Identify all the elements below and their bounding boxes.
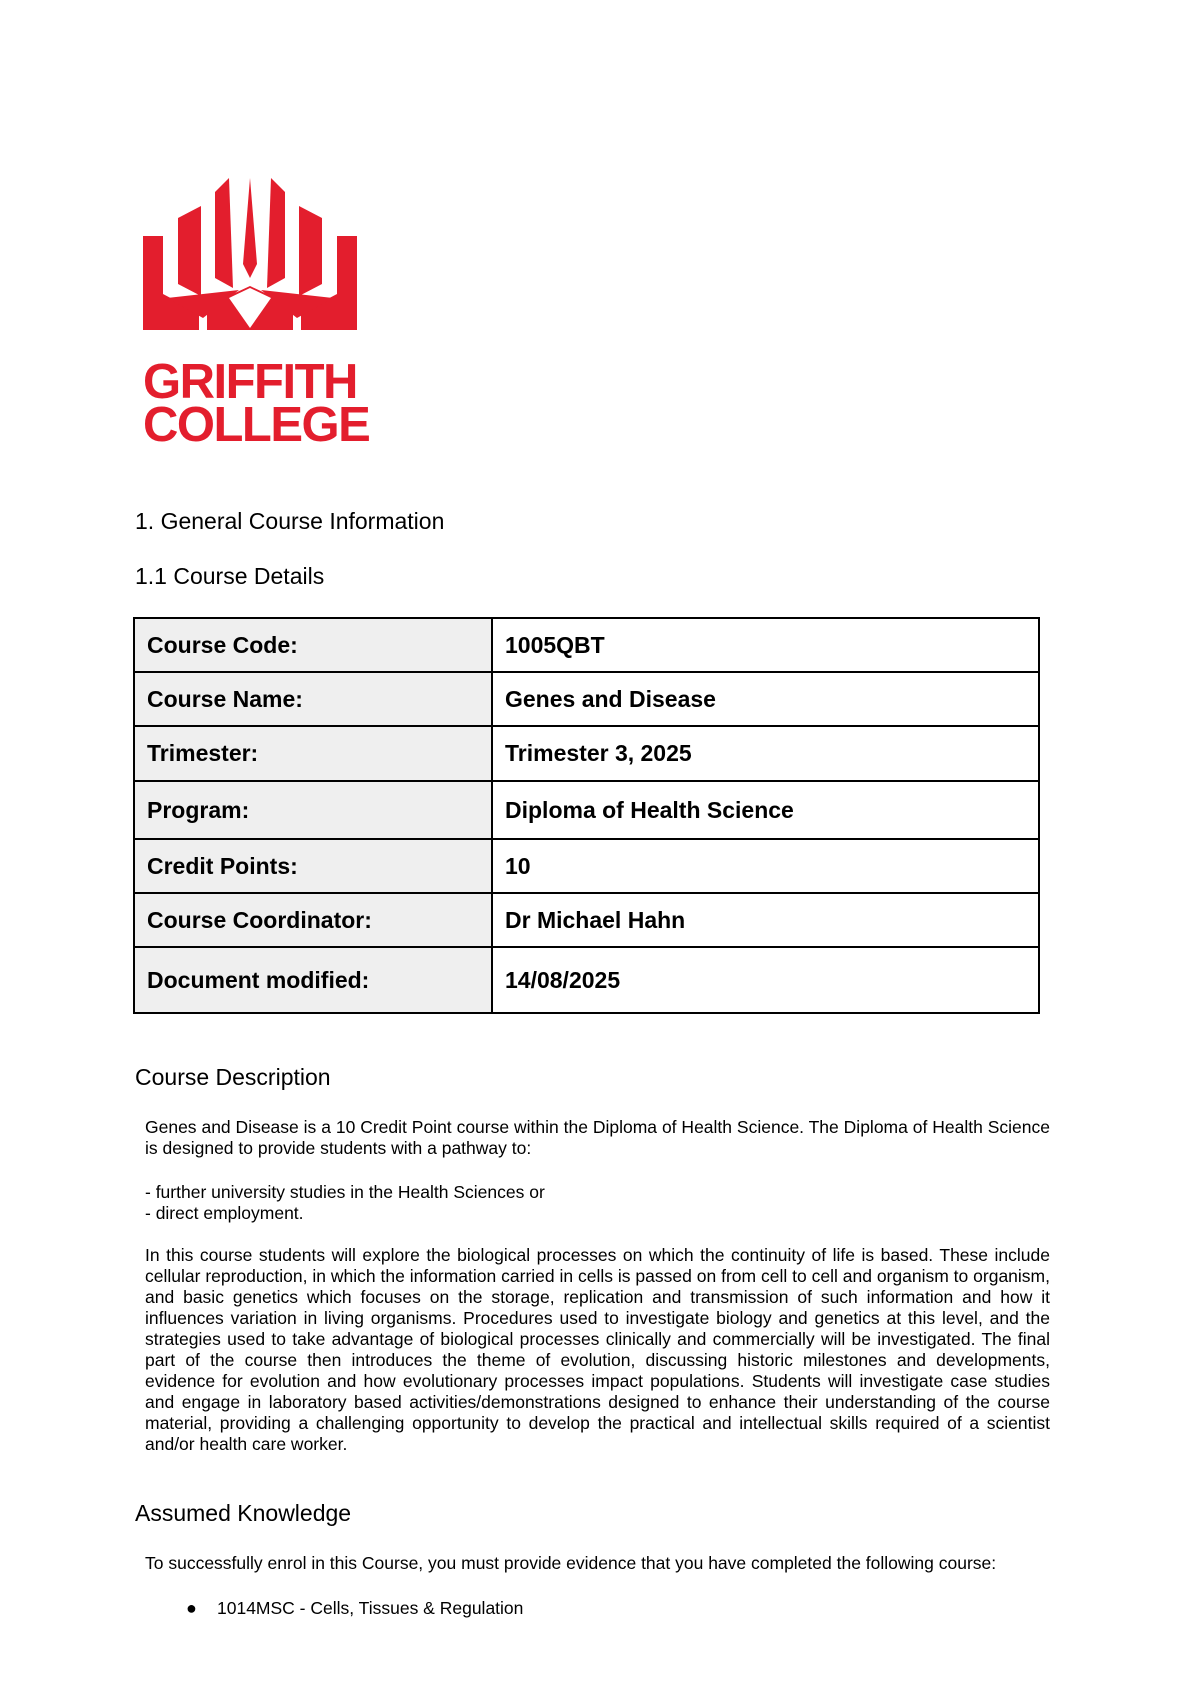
table-row [134, 839, 1039, 893]
detail-label: Course Code: [134, 618, 492, 672]
course-description-heading: Course Description [135, 1064, 331, 1090]
course-details-table [133, 617, 1040, 1014]
detail-label: Program: [134, 781, 492, 839]
detail-label: Document modified: [134, 947, 492, 1013]
table-row [134, 781, 1039, 839]
assumed-knowledge-text: To successfully enrol in this Course, you must provide evidence that you have completed the following course: [145, 1553, 997, 1573]
section-heading-details: 1.1 Course Details [135, 563, 325, 589]
prerequisite-course: 1014MSC - Cells, Tissues & Regulation [217, 1598, 524, 1618]
griffith-college-logo [143, 178, 370, 452]
assumed-knowledge-heading: Assumed Knowledge [135, 1500, 352, 1526]
detail-value: 14/08/2025 [492, 947, 1039, 1013]
detail-label: Credit Points: [134, 839, 492, 893]
detail-value: 1005QBT [492, 618, 1039, 672]
detail-value: Diploma of Health Science [492, 781, 1039, 839]
table-row [134, 893, 1039, 947]
logo-wordmark-line2: COLLEGE [143, 398, 370, 452]
logo-wordmark-line1: GRIFFITH [143, 355, 357, 409]
description-intro: Genes and Disease is a 10 Credit Point course within the Diploma of Health Science. The Diploma of Health Science is designed to provide students with a pathway to: [145, 1117, 1050, 1158]
detail-label: Trimester: [134, 726, 492, 781]
section-heading-general: 1. General Course Information [135, 508, 445, 534]
detail-value: Dr Michael Hahn [492, 893, 1039, 947]
pathway-item-1: - further university studies in the Health Sciences or [145, 1182, 545, 1202]
logo-emblem-icon [143, 178, 357, 350]
detail-label: Course Name: [134, 672, 492, 726]
description-body: In this course students will explore the biological processes on which the continuity of life is based. These include cellular reproduction, in which the information carried in cells is passed on from cell to cell and organism to organism, and basic genetics which focuses on the storage, replication and transmission of such information and how it influences variation in living organisms. Procedures used to investigate biology and genetics at this level, and the strategies used to take advantage of biological processes clinically and commercially will be investigated. The final part of the course then introduces the theme of evolution, discussing historic milestones and developments, evidence for evolution and how evolutionary processes impact populations. Students will investigate case studies and engage in laboratory based activities/demonstrations designed to enhance their understanding of the course material, providing a challenging opportunity to develop the practical and intellectual skills required of a scientist and/or health care worker. [145, 1245, 1050, 1454]
pathway-item-2: - direct employment. [145, 1203, 304, 1223]
table-row [134, 726, 1039, 781]
table-row [134, 672, 1039, 726]
table-row [134, 947, 1039, 1013]
table-row [134, 618, 1039, 672]
detail-value: 10 [492, 839, 1039, 893]
detail-value: Genes and Disease [492, 672, 1039, 726]
detail-value: Trimester 3, 2025 [492, 726, 1039, 781]
bullet-icon: ● [186, 1598, 197, 1618]
detail-label: Course Coordinator: [134, 893, 492, 947]
